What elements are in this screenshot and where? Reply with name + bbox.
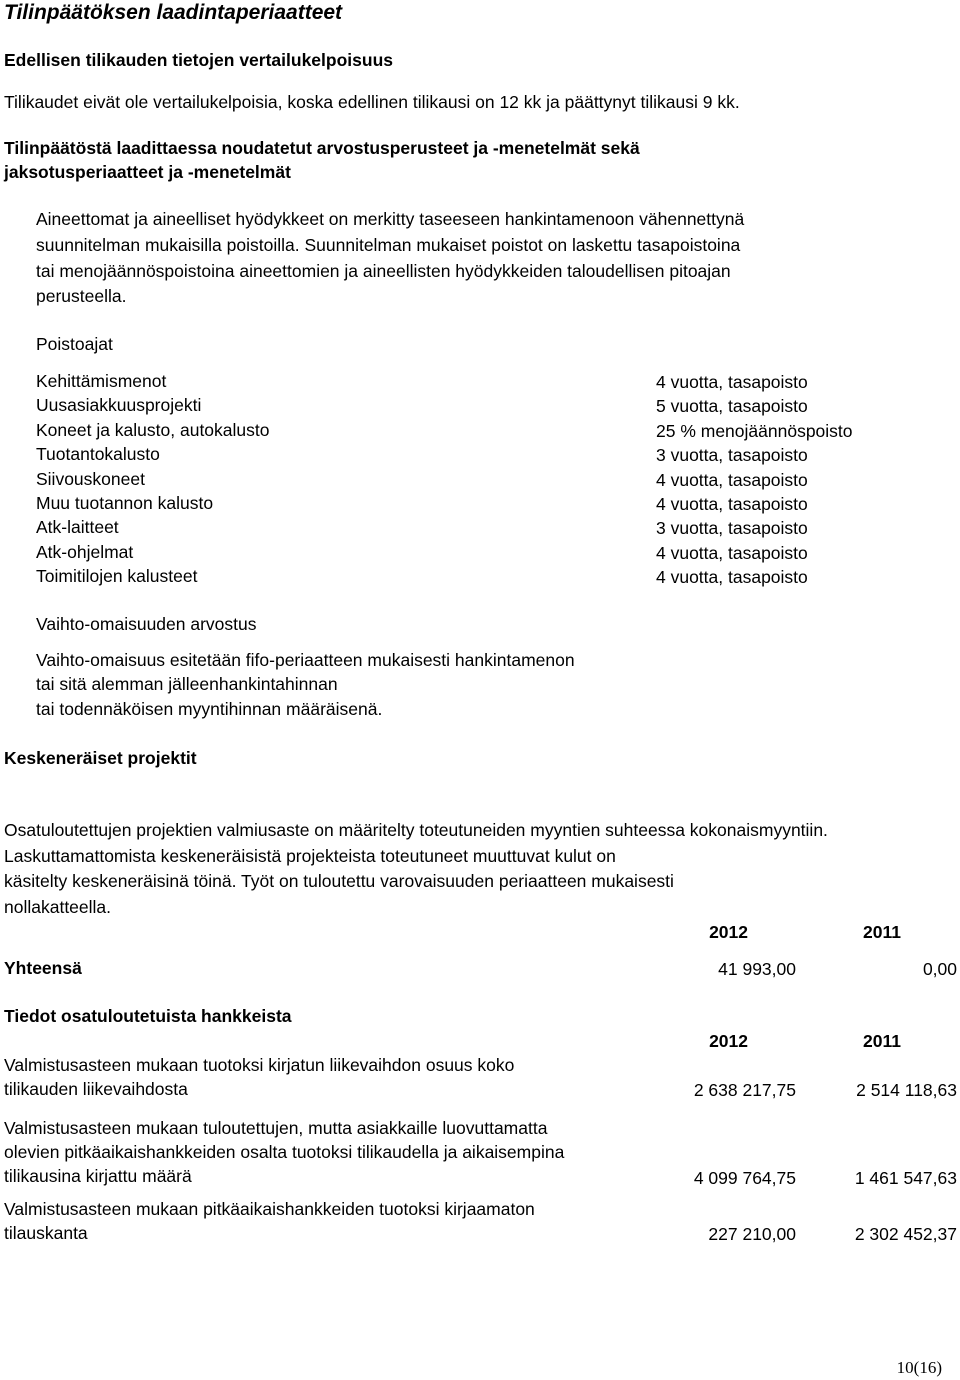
- info-row-label-line: Valmistusasteen mukaan tuotoksi kirjatun liikevaihdon osuus koko: [4, 1055, 515, 1075]
- depreciation-item: Atk-ohjelmat: [36, 542, 134, 562]
- depreciation-item: Muu tuotannon kalusto: [36, 493, 214, 513]
- comparability-heading: Edellisen tilikauden tietojen vertailukelpoisuus: [4, 50, 393, 70]
- page-title: Tilinpäätöksen laadintaperiaatteet: [4, 1, 343, 24]
- projects-paragraph-line: Osatuloutettujen projektien valmiusaste on määritelty toteutuneiden myyntien suhteessa kokonaismyyntiin.: [4, 820, 828, 840]
- projects-paragraph-line: nollakatteella.: [4, 897, 112, 917]
- inventory-heading: Vaihto-omaisuuden arvostus: [36, 614, 257, 634]
- info-row-2011-value: 1 461 547,63: [854, 1168, 957, 1188]
- depreciation-item: Uusasiakkuusprojekti: [36, 395, 202, 415]
- page-number: 10(16): [896, 1358, 942, 1377]
- info-row-label-line: tilauskanta: [4, 1223, 88, 1243]
- depreciation-item: Kehittämismenot: [36, 371, 167, 391]
- depreciation-item: Koneet ja kalusto, autokalusto: [36, 420, 270, 440]
- info-heading: Tiedot osatuloutetuista hankkeista: [4, 1006, 292, 1026]
- depreciation-period: 4 vuotta, tasapoisto: [656, 567, 808, 587]
- inventory-text-line: tai todennäköisen myyntihinnan määräisenä.: [36, 699, 383, 719]
- info-row-label-line: tilikauden liikevaihdosta: [4, 1079, 188, 1099]
- depreciation-period: 4 vuotta, tasapoisto: [656, 470, 808, 490]
- projects-year-2011: 2011: [863, 922, 901, 942]
- total-2012-value: 41 993,00: [718, 959, 796, 979]
- comparability-text: Tilikaudet eivät ole vertailukelpoisia, koska edellinen tilikausi on 12 kk ja päättynyt tilikausi 9 kk.: [4, 92, 740, 112]
- info-row-label-line: Valmistusasteen mukaan pitkäaikaishankkeiden tuotoksi kirjaamaton: [4, 1199, 535, 1219]
- projects-year-2012: 2012: [709, 922, 748, 942]
- depreciation-heading: Poistoajat: [36, 334, 113, 354]
- projects-paragraph-line: Laskuttamattomista keskeneräisistä projekteista toteutuneet muuttuvat kulut on: [4, 846, 616, 866]
- inventory-text-line: Vaihto-omaisuus esitetään fifo-periaatteen mukaisesti hankintamenon: [36, 650, 575, 670]
- info-row-label-line: Valmistusasteen mukaan tuloutettujen, mutta asiakkaille luovuttamatta: [4, 1118, 548, 1138]
- info-row-2012-value: 227 210,00: [708, 1224, 796, 1244]
- depreciation-item: Tuotantokalusto: [36, 444, 160, 464]
- info-row-2011-value: 2 514 118,63: [856, 1080, 957, 1100]
- depreciation-period: 25 % menojäännöspoisto: [656, 421, 853, 441]
- valuation-paragraph-line: Aineettomat ja aineelliset hyödykkeet on merkitty taseeseen hankintamenoon vähennettynä: [36, 209, 745, 229]
- valuation-paragraph-line: suunnitelman mukaisilla poistoilla. Suunnitelman mukaiset poistot on laskettu tasapoistoina: [36, 235, 741, 255]
- depreciation-period: 4 vuotta, tasapoisto: [656, 494, 808, 514]
- depreciation-item: Toimitilojen kalusteet: [36, 566, 198, 586]
- depreciation-period: 3 vuotta, tasapoisto: [656, 518, 808, 538]
- depreciation-item: Siivouskoneet: [36, 469, 145, 489]
- valuation-paragraph-line: perusteella.: [36, 286, 127, 306]
- info-year-2012: 2012: [709, 1031, 748, 1051]
- total-label: Yhteensä: [4, 958, 82, 978]
- depreciation-period: 5 vuotta, tasapoisto: [656, 396, 808, 416]
- info-row-2011-value: 2 302 452,37: [854, 1224, 957, 1244]
- info-row-2012-value: 4 099 764,75: [693, 1168, 796, 1188]
- depreciation-item: Atk-laitteet: [36, 517, 119, 537]
- info-year-2011: 2011: [863, 1031, 901, 1051]
- projects-heading: Keskeneräiset projektit: [4, 748, 197, 768]
- valuation-paragraph-line: tai menojäännöspoistoina aineettomien ja aineellisten hyödykkeiden taloudellisen pitoajan: [36, 261, 731, 281]
- depreciation-period: 4 vuotta, tasapoisto: [656, 543, 808, 563]
- total-2011-value: 0,00: [922, 959, 957, 979]
- depreciation-period: 4 vuotta, tasapoisto: [656, 372, 808, 392]
- depreciation-period: 3 vuotta, tasapoisto: [656, 445, 808, 465]
- valuation-heading-line: jaksotusperiaatteet ja -menetelmät: [4, 162, 291, 182]
- info-row-2012-value: 2 638 217,75: [693, 1080, 796, 1100]
- info-row-label-line: tilikausina kirjattu määrä: [4, 1166, 192, 1186]
- inventory-text-line: tai sitä alemman jälleenhankintahinnan: [36, 674, 338, 694]
- info-row-label-line: olevien pitkäaikaishankkeiden osalta tuotoksi tilikaudella ja aikaisempina: [4, 1142, 565, 1162]
- valuation-heading-line: Tilinpäätöstä laadittaessa noudatetut arvostusperusteet ja -menetelmät sekä: [4, 138, 640, 158]
- projects-paragraph-line: käsitelty keskeneräisinä töinä. Työt on tuloutettu varovaisuuden periaatteen mukaisesti: [4, 871, 674, 891]
